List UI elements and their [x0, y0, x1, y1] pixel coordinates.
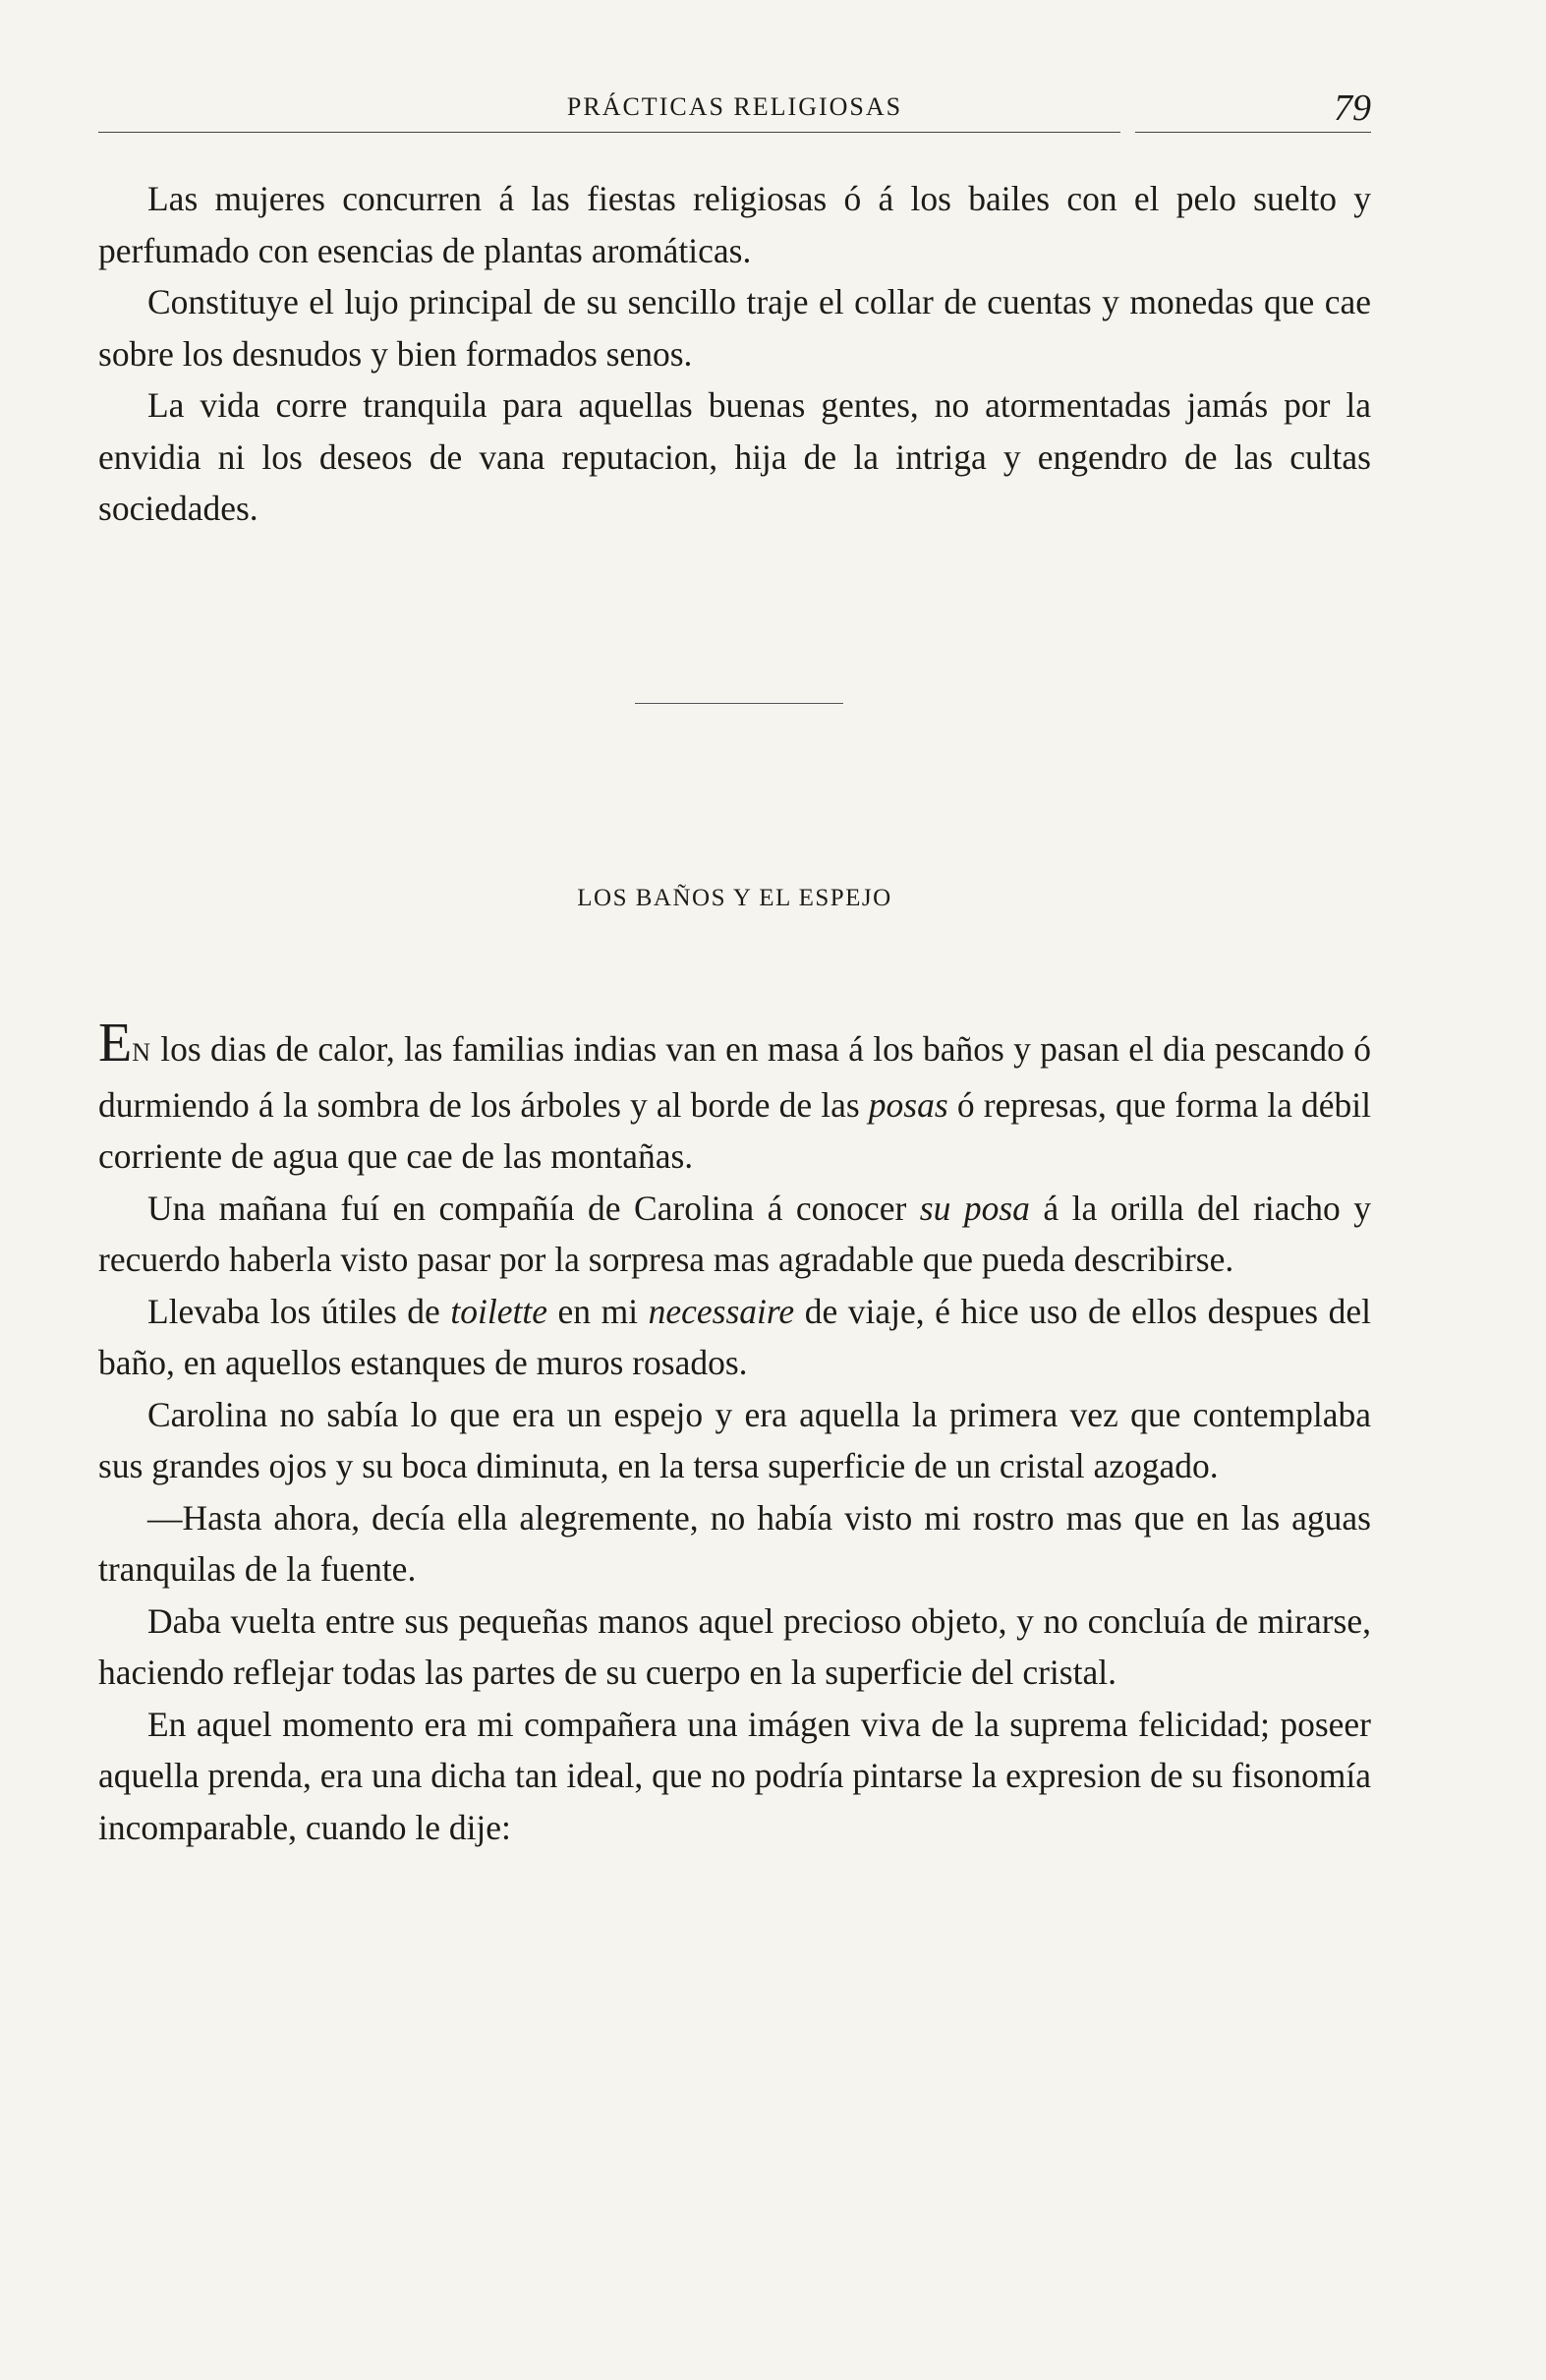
paragraph: La vida corre tranquila para aquellas buenas gentes, no atormentadas jamás por la envidia ni los deseos de vana reputacion, hija de la intriga y engendro de las cultas sociedades.: [98, 385, 1371, 528]
paragraph-text: Una mañana fuí en compañía de Carolina á conocer: [147, 1188, 920, 1228]
italic-term: su posa: [919, 1188, 1030, 1228]
paragraph-text: ó represas, que forma la débil corriente de agua que cae de las montañas.: [98, 1084, 1371, 1176]
header-rule: [98, 132, 1120, 133]
running-header: [98, 87, 1371, 136]
paragraph: Daba vuelta entre sus pequeñas manos aquel precioso objeto, y no concluía de mirarse, haciendo reflejar todas las partes de su cuerpo en la superficie del cristal.: [98, 1600, 1371, 1692]
text-block-lower: [98, 1013, 1371, 1853]
paragraph-text: en mi: [546, 1291, 649, 1331]
page-number: 79: [1334, 87, 1371, 129]
paragraph: [98, 1183, 1371, 1286]
paragraph: En aquel momento era mi compañera una imágen viva de la suprema felicidad; poseer aquella prenda, era una dicha tan ideal, que no podría pintarse la expresion de su fisonomía incomparable, cuando le dije:: [98, 1704, 1371, 1847]
paragraph: [98, 1286, 1371, 1389]
text-block-upper: [98, 173, 1371, 535]
paragraph: —Hasta ahora, decía ella alegremente, no había visto mi rostro mas que en las aguas tranquilas de la fuente.: [98, 1497, 1371, 1589]
paragraph-text: Llevaba los útiles de: [147, 1291, 451, 1331]
header-rule-right: [1135, 132, 1371, 133]
italic-term: toilette: [450, 1291, 547, 1331]
italic-term: necessaire: [648, 1291, 795, 1331]
section-divider: [635, 703, 843, 704]
paragraph-text: los dias de calor, las familias indias van en masa á los baños y pasan el dia pescando ó durmiendo á la sombra de los árboles y al borde de las: [98, 1029, 1371, 1125]
section-title: LOS BAÑOS Y EL ESPEJO: [577, 885, 892, 911]
running-head-title: PRÁCTICAS RELIGIOSAS: [566, 92, 903, 121]
paragraph-text: de viaje, é hice uso de ellos despues del baño, en aquellos estanques de muros rosados.: [98, 1291, 1371, 1382]
paragraph-text: á la orilla del riacho y recuerdo haberla visto pasar por la sorpresa mas agradable que pueda describirse.: [98, 1188, 1371, 1279]
italic-term: posas: [868, 1084, 948, 1125]
drop-cap: E: [98, 1013, 133, 1074]
paragraph: Carolina no sabía lo que era un espejo y era aquella la primera vez que contemplaba sus grandes ojos y su boca diminuta, en la tersa superficie de un cristal azogado.: [98, 1394, 1371, 1485]
paragraph: Las mujeres concurren á las fiestas religiosas ó á los bailes con el pelo suelto y perfumado con esencias de plantas aromáticas.: [98, 179, 1371, 270]
small-caps: N: [132, 1038, 151, 1067]
paragraph: Constituye el lujo principal de su sencillo traje el collar de cuentas y monedas que cae sobre los desnudos y bien formados senos.: [98, 282, 1371, 374]
paragraph-opening: [98, 1013, 1371, 1183]
